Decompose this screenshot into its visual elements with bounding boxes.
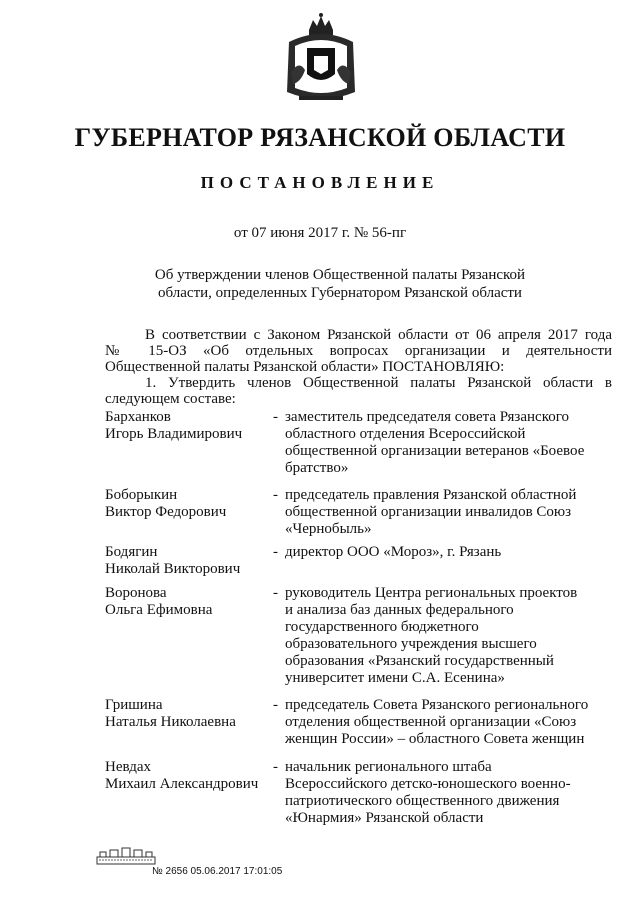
- member-role-line: братство»: [285, 460, 349, 476]
- member-given-names: Михаил Александрович: [105, 776, 259, 792]
- member-given-names: Николай Викторович: [105, 561, 241, 577]
- member-name: [105, 585, 275, 619]
- paragraph-line: следующем составе:: [105, 391, 236, 407]
- paragraph-line: № 15-ОЗ «Об отдельных вопросах организации и деятельности: [105, 343, 612, 359]
- member-role: [285, 487, 595, 538]
- member-surname: Гришина: [105, 697, 163, 713]
- member-role-line: председатель Совета Рязанского регионального: [285, 697, 589, 713]
- member-role-line: «Чернобыль»: [285, 521, 372, 537]
- member-role-line: директор ООО «Мороз», г. Рязань: [285, 544, 502, 560]
- subject-line: Об утверждении членов Общественной палаты Рязанской: [154, 267, 526, 283]
- member-name: [105, 697, 275, 731]
- member-role-line: руководитель Центра региональных проектов: [285, 585, 578, 601]
- member-role-line: общественной организации инвалидов Союз: [285, 504, 572, 520]
- member-dash: -: [273, 759, 278, 775]
- member-given-names: Наталья Николаевна: [105, 714, 236, 730]
- member-surname: Воронова: [105, 585, 167, 601]
- coat-of-arms-emblem: [281, 12, 361, 108]
- preamble: [105, 327, 612, 407]
- member-surname: Невдах: [105, 759, 151, 775]
- member-name: [105, 759, 275, 793]
- member-role-line: отделения общественной организации «Союз: [285, 714, 577, 730]
- member-dash: -: [273, 697, 278, 713]
- document-subject: [140, 266, 540, 302]
- member-role-line: областного отделения Всероссийской: [285, 426, 526, 442]
- member-role: [285, 409, 595, 477]
- document-date-number: от 07 июня 2017 г. № 56-пг: [233, 225, 407, 241]
- member-surname: Барханков: [105, 409, 171, 425]
- member-surname: Боборыкин: [105, 487, 178, 503]
- member-given-names: Ольга Ефимовна: [105, 602, 213, 618]
- paragraph-line: В соответствии с Законом Рязанской области от 06 апреля 2017 года: [145, 327, 612, 343]
- member-role-line: университет имени С.А. Есенина»: [285, 670, 505, 686]
- member-surname: Бодягин: [105, 544, 158, 560]
- member-role: [285, 759, 595, 827]
- member-given-names: Виктор Федорович: [105, 504, 227, 520]
- subject-line: области, определенных Губернатором Рязанской области: [158, 285, 522, 301]
- member-role-line: «Юнармия» Рязанской области: [285, 810, 484, 826]
- member-role: [285, 585, 595, 687]
- member-role-line: Всероссийского детско-юношеского военно-: [285, 776, 571, 792]
- member-dash: -: [273, 487, 278, 503]
- member-role-line: образования «Рязанский государственный: [285, 653, 554, 669]
- paragraph-line: Общественной палаты Рязанской области» ПОСТАНОВЛЯЮ:: [105, 359, 505, 375]
- member-name: [105, 409, 275, 443]
- member-role-line: женщин России» – областного Совета женщин: [285, 731, 585, 747]
- member-role-line: общественной организации ветеранов «Боевое: [285, 443, 585, 459]
- member-dash: -: [273, 409, 278, 425]
- building-stamp-icon: [96, 847, 156, 865]
- document-type: ПОСТАНОВЛЕНИЕ: [200, 173, 440, 192]
- member-role-line: и анализа баз данных федерального: [285, 602, 514, 618]
- paragraph-line: 1. Утвердить членов Общественной палаты Рязанской области в: [145, 375, 612, 391]
- member-role-line: государственного бюджетного: [285, 619, 479, 635]
- member-role: [285, 544, 595, 561]
- member-role: [285, 697, 595, 748]
- member-role-line: начальник регионального штаба: [285, 759, 492, 775]
- member-role-line: образовательного учреждения высшего: [285, 636, 537, 652]
- member-name: [105, 487, 275, 521]
- member-name: [105, 544, 275, 578]
- registration-stamp: № 2656 05.06.2017 17:01:05: [152, 866, 283, 877]
- member-role-line: председатель правления Рязанской областной: [285, 487, 577, 503]
- member-dash: -: [273, 544, 278, 560]
- member-role-line: патриотического общественного движения: [285, 793, 560, 809]
- governor-title: ГУБЕРНАТОР РЯЗАНСКОЙ ОБЛАСТИ: [74, 123, 566, 152]
- member-given-names: Игорь Владимирович: [105, 426, 243, 442]
- member-role-line: заместитель председателя совета Рязанского: [285, 409, 570, 425]
- member-dash: -: [273, 585, 278, 601]
